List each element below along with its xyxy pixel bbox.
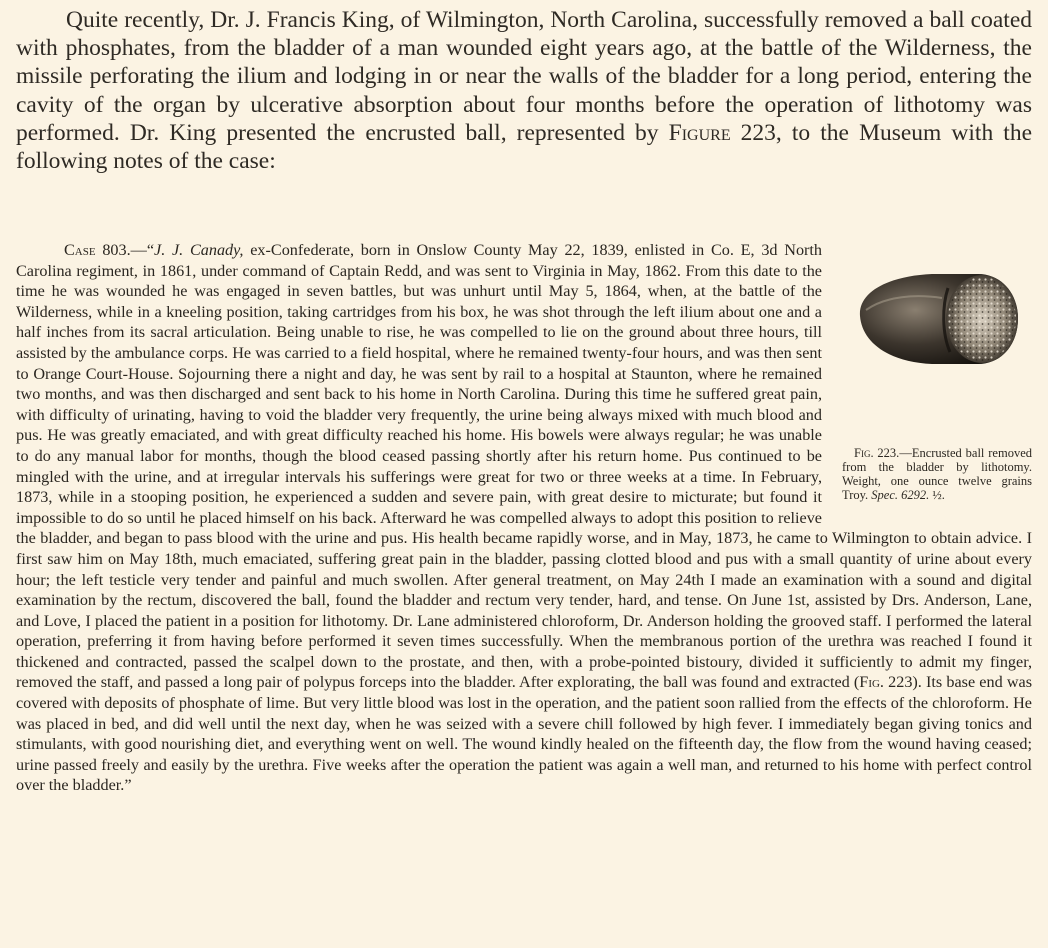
specimen-number: Spec. 6292. [871,488,930,503]
case-text-part-2: Its base end was covered with deposits of phosphate of lime. But very little blood was lost in the operation, and the patient soon rallied from the effects of the chloroform. He was placed in bed, and did well until the next day, when he was seized with a severe chill followed by high fever. I immediately began giving tonics and stimulants, with good nourishing diet, and everything went on well. The wound kindly healed on the fifteenth day, the flow from the wound having ceased; urine passed freely and easily by the urethra. Five weeks after the operation the patient was again a well man, and returned to his home with perfect control over the bladder.” [16,673,1033,795]
case-dash: —“ [130,241,155,259]
figure-label: Fig. 223. [854,445,900,460]
case-text-part-1: ex-Confederate, born in Onslow County May 22, 1839, enlisted in Co. E, 3d North Carolina regiment, in 1861, under command of Captain Redd, and was sent to Virginia in May, 1862. From this date to the time he was wounded he was engaged in seven battles, but was unhurt until May 5, 1864, when, at the battle of the Wilderness, while in a kneeling position, taking cartridges from his box, he was shot through the left ilium about one and a half inches from its sacral articulation. Being unable to rise, he was compelled to lie on the ground about three hours, till assisted by the ambulance corps. He was carried to a field hospital, where he remained twenty-four hours, and was then sent to Orange Court-House. Sojourning there a night and day, he was sent by rail to a hospital at Staunton, where he remained two months, and was then discharged and sent back to his home in North Carolina. During this time he suffered great pain, with difficulty of urinating, having to void the bladder very frequently, the urine being always mixed with much blood and pus. He was greatly emaciated, and with great difficulty reached his home. His bowels were always regular; he was unable to do any manual labor for months, though the blood ceased passing shortly after his return home. Pus continued to be mingled with the urine, and at irregular intervals his sufferings were great for two or three weeks at a time. In February, 1873, while in a stooping position, he experienced a sudden and severe pain, with great desire to micturate; but found it impossible to do so until he placed himself on his back. Afterward he was compelled always to adopt this position to relieve the bladder, and began to pass blood with the urine and pus. His health became rapidly worse, and in May, 1873, he came to Wilmington to obtain advice. I first saw him on May 18th, much emaciated, suffering great pain in the bladder, passing clotted blood and pus with a small quantity of urine about every hour; the left testicle very tender and painful and much swollen. After general treatment, on May 24th I made an examination with a sound and digital examination by the rectum, discovered the ball, found the bladder and rectum very tender, hard, and tense. On June 1st, assisted by Drs. Anderson, Lane, and Love, I placed the patient in a position for lithotomy. Dr. Lane administered chloroform, Dr. Anderson holding the grooved staff. I performed the lateral operation, preferring it from having before performed it seven times successfully. When the membranous portion of the urethra was reached I found it thickened and contracted, passed the scalpel down to the prostate, and then, with a probe-pointed bistoury, divided it sufficiently to admit my finger, removed the staff, and passed a long pair of polypus forceps into the bladder. After explorating, the ball was found and extracted [16,241,1032,692]
figure-caption-text: —Encrusted ball removed from the bladder by lithotomy. Weight, one ounce twelve grains Troy. [842,445,1032,503]
patient-name: J. J. Canady, [154,241,244,259]
figure-block [842,248,1032,524]
case-label: Case 803. [64,241,131,259]
intro-text-before: Quite recently, Dr. J. Francis King, of Wilmington, North Carolina, successfully removed a ball coated with phosphates, from the bladder of a man wounded eight years ago, at the battle of the Wilderness, the missile perforating the ilium and lodging in or near the walls of the bladder for a long period, entering the cavity of the organ by ulcerative absorption about four months before the operation of lithotomy was performed. Dr. King presented the encrusted ball, represented by [16,7,1032,146]
encrusted-ball-illustration [846,266,1022,370]
figure-caption [842,446,1032,503]
intro-paragraph [16,6,1032,175]
intro-text-after: to the Museum with the following notes of the case: [16,119,1032,175]
case-figure-reference: (Fig. 223). [853,673,922,692]
intro-figure-reference: Figure 223, [668,119,782,146]
case-report [16,240,1032,796]
specimen-scale: ½. [932,488,945,503]
